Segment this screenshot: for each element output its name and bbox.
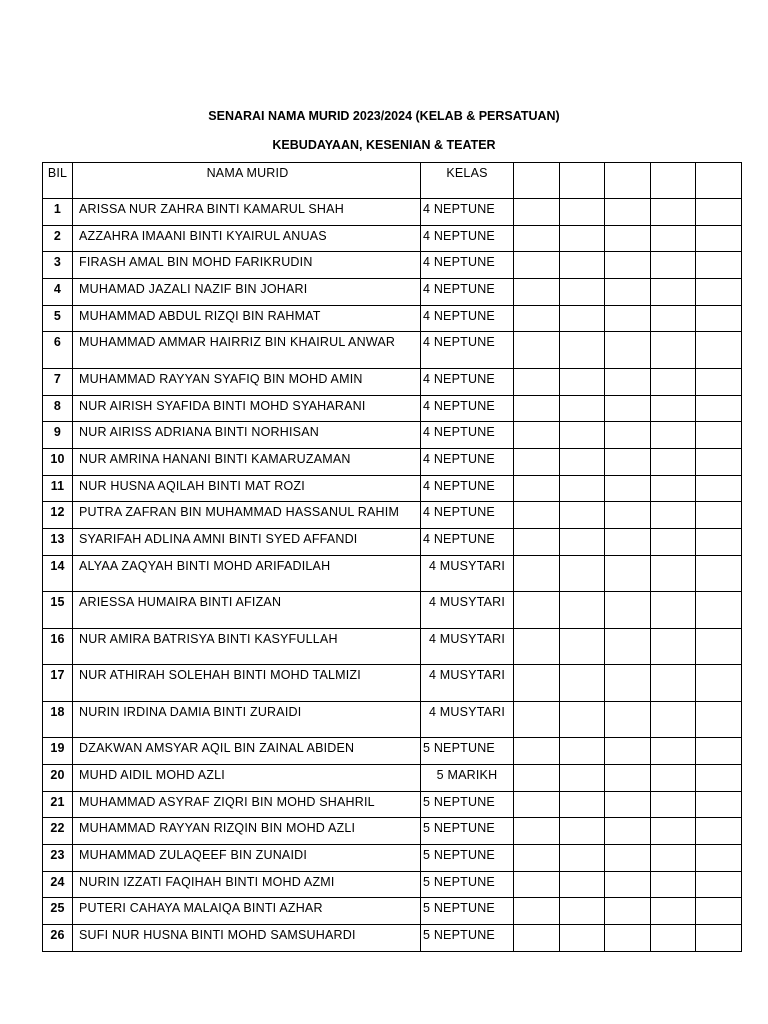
empty-cell (605, 701, 651, 738)
student-class: 5 NEPTUNE (421, 818, 514, 845)
empty-cell (514, 305, 560, 332)
empty-cell (514, 475, 560, 502)
empty-cell (605, 395, 651, 422)
empty-cell (696, 555, 742, 592)
empty-cell (696, 701, 742, 738)
student-name: NUR HUSNA AQILAH BINTI MAT ROZI (73, 475, 421, 502)
student-name: MUHAMMAD ZULAQEEF BIN ZUNAIDI (73, 845, 421, 872)
student-class: 4 MUSYTARI (421, 592, 514, 629)
empty-cell (696, 925, 742, 952)
empty-cell (605, 199, 651, 226)
empty-cell (650, 871, 696, 898)
empty-cell (514, 701, 560, 738)
student-class: 5 MARIKH (421, 764, 514, 791)
empty-cell (514, 898, 560, 925)
empty-cell (650, 225, 696, 252)
empty-cell (650, 279, 696, 306)
empty-cell (514, 502, 560, 529)
student-name: NUR AIRISH SYAFIDA BINTI MOHD SYAHARANI (73, 395, 421, 422)
student-list-table (42, 162, 742, 952)
empty-cell (514, 332, 560, 369)
empty-cell (650, 475, 696, 502)
table-row (43, 555, 742, 592)
row-number: 20 (43, 764, 73, 791)
empty-cell (696, 395, 742, 422)
header-empty-cell (514, 163, 560, 199)
empty-cell (605, 871, 651, 898)
empty-cell (696, 368, 742, 395)
row-number: 26 (43, 925, 73, 952)
empty-cell (605, 502, 651, 529)
row-number: 19 (43, 738, 73, 765)
row-number: 14 (43, 555, 73, 592)
table-row (43, 818, 742, 845)
empty-cell (650, 502, 696, 529)
table-row (43, 199, 742, 226)
empty-cell (650, 665, 696, 702)
table-row (43, 422, 742, 449)
empty-cell (605, 368, 651, 395)
empty-cell (696, 628, 742, 665)
row-number: 17 (43, 665, 73, 702)
empty-cell (514, 818, 560, 845)
empty-cell (514, 395, 560, 422)
empty-cell (650, 628, 696, 665)
student-class: 4 NEPTUNE (421, 502, 514, 529)
empty-cell (514, 252, 560, 279)
table-row (43, 701, 742, 738)
empty-cell (605, 449, 651, 476)
empty-cell (559, 665, 605, 702)
empty-cell (514, 628, 560, 665)
document-subtitle: KEBUDAYAAN, KESENIAN & TEATER (272, 138, 496, 152)
empty-cell (559, 628, 605, 665)
empty-cell (559, 252, 605, 279)
empty-cell (514, 791, 560, 818)
student-name: PUTERI CAHAYA MALAIQA BINTI AZHAR (73, 898, 421, 925)
empty-cell (514, 925, 560, 952)
empty-cell (514, 845, 560, 872)
empty-cell (559, 279, 605, 306)
student-class: 5 NEPTUNE (421, 738, 514, 765)
empty-cell (559, 845, 605, 872)
student-class: 4 MUSYTARI (421, 555, 514, 592)
student-name: MUHAMMAD ASYRAF ZIQRI BIN MOHD SHAHRIL (73, 791, 421, 818)
empty-cell (559, 449, 605, 476)
row-number: 24 (43, 871, 73, 898)
empty-cell (559, 368, 605, 395)
empty-cell (696, 199, 742, 226)
empty-cell (514, 764, 560, 791)
table-header-row (43, 163, 742, 199)
empty-cell (650, 764, 696, 791)
empty-cell (559, 898, 605, 925)
empty-cell (650, 252, 696, 279)
empty-cell (605, 529, 651, 556)
empty-cell (696, 422, 742, 449)
row-number: 13 (43, 529, 73, 556)
header-empty-cell (650, 163, 696, 199)
empty-cell (605, 592, 651, 629)
empty-cell (605, 818, 651, 845)
table-row (43, 898, 742, 925)
empty-cell (514, 279, 560, 306)
empty-cell (605, 422, 651, 449)
table-row (43, 925, 742, 952)
empty-cell (559, 764, 605, 791)
student-class: 4 NEPTUNE (421, 252, 514, 279)
header-bil: BIL (43, 163, 73, 199)
table-row (43, 592, 742, 629)
table-row (43, 252, 742, 279)
table-row (43, 225, 742, 252)
empty-cell (514, 555, 560, 592)
empty-cell (605, 791, 651, 818)
empty-cell (650, 738, 696, 765)
empty-cell (605, 764, 651, 791)
empty-cell (559, 925, 605, 952)
empty-cell (514, 738, 560, 765)
row-number: 5 (43, 305, 73, 332)
table-row (43, 279, 742, 306)
empty-cell (696, 791, 742, 818)
empty-cell (650, 701, 696, 738)
empty-cell (514, 225, 560, 252)
student-class: 4 NEPTUNE (421, 529, 514, 556)
empty-cell (696, 845, 742, 872)
empty-cell (559, 475, 605, 502)
empty-cell (696, 871, 742, 898)
student-class: 4 NEPTUNE (421, 225, 514, 252)
empty-cell (514, 422, 560, 449)
empty-cell (605, 925, 651, 952)
row-number: 16 (43, 628, 73, 665)
row-number: 11 (43, 475, 73, 502)
empty-cell (559, 502, 605, 529)
empty-cell (696, 529, 742, 556)
empty-cell (696, 502, 742, 529)
row-number: 3 (43, 252, 73, 279)
empty-cell (605, 555, 651, 592)
empty-cell (559, 555, 605, 592)
empty-cell (605, 332, 651, 369)
empty-cell (559, 225, 605, 252)
empty-cell (696, 279, 742, 306)
student-name: NUR AMRINA HANANI BINTI KAMARUZAMAN (73, 449, 421, 476)
student-class: 5 NEPTUNE (421, 845, 514, 872)
empty-cell (605, 845, 651, 872)
student-name: AZZAHRA IMAANI BINTI KYAIRUL ANUAS (73, 225, 421, 252)
empty-cell (650, 395, 696, 422)
empty-cell (605, 738, 651, 765)
student-name: DZAKWAN AMSYAR AQIL BIN ZAINAL ABIDEN (73, 738, 421, 765)
student-class: 4 NEPTUNE (421, 332, 514, 369)
empty-cell (514, 529, 560, 556)
empty-cell (559, 738, 605, 765)
document-title: SENARAI NAMA MURID 2023/2024 (KELAB & PERSATUAN) (208, 109, 560, 123)
row-number: 25 (43, 898, 73, 925)
student-class: 4 MUSYTARI (421, 701, 514, 738)
empty-cell (605, 252, 651, 279)
student-class: 4 MUSYTARI (421, 665, 514, 702)
empty-cell (605, 898, 651, 925)
empty-cell (559, 422, 605, 449)
empty-cell (559, 332, 605, 369)
empty-cell (514, 871, 560, 898)
student-name: ALYAA ZAQYAH BINTI MOHD ARIFADILAH (73, 555, 421, 592)
row-number: 8 (43, 395, 73, 422)
empty-cell (650, 898, 696, 925)
student-name: ARISSA NUR ZAHRA BINTI KAMARUL SHAH (73, 199, 421, 226)
empty-cell (514, 199, 560, 226)
empty-cell (696, 898, 742, 925)
student-class: 4 NEPTUNE (421, 475, 514, 502)
row-number: 21 (43, 791, 73, 818)
student-name: SUFI NUR HUSNA BINTI MOHD SAMSUHARDI (73, 925, 421, 952)
student-name: MUHAMMAD AMMAR HAIRRIZ BIN KHAIRUL ANWAR (73, 332, 421, 369)
student-class: 5 NEPTUNE (421, 898, 514, 925)
empty-cell (650, 199, 696, 226)
empty-cell (650, 529, 696, 556)
student-class: 4 NEPTUNE (421, 305, 514, 332)
empty-cell (650, 449, 696, 476)
empty-cell (605, 665, 651, 702)
empty-cell (559, 529, 605, 556)
empty-cell (650, 592, 696, 629)
student-class: 4 NEPTUNE (421, 368, 514, 395)
empty-cell (696, 225, 742, 252)
empty-cell (514, 592, 560, 629)
row-number: 7 (43, 368, 73, 395)
row-number: 22 (43, 818, 73, 845)
row-number: 1 (43, 199, 73, 226)
empty-cell (650, 845, 696, 872)
empty-cell (559, 592, 605, 629)
student-class: 4 NEPTUNE (421, 279, 514, 306)
header-empty-cell (696, 163, 742, 199)
header-nama-murid: NAMA MURID (73, 163, 421, 199)
student-name: PUTRA ZAFRAN BIN MUHAMMAD HASSANUL RAHIM (73, 502, 421, 529)
student-name: MUHAMMAD ABDUL RIZQI BIN RAHMAT (73, 305, 421, 332)
table-row (43, 449, 742, 476)
student-class: 5 NEPTUNE (421, 791, 514, 818)
empty-cell (605, 279, 651, 306)
row-number: 10 (43, 449, 73, 476)
empty-cell (696, 592, 742, 629)
empty-cell (650, 305, 696, 332)
student-name: MUHAMAD JAZALI NAZIF BIN JOHARI (73, 279, 421, 306)
empty-cell (559, 818, 605, 845)
student-class: 4 MUSYTARI (421, 628, 514, 665)
table-row (43, 305, 742, 332)
empty-cell (559, 305, 605, 332)
student-class: 4 NEPTUNE (421, 395, 514, 422)
empty-cell (696, 252, 742, 279)
table-row (43, 871, 742, 898)
header-kelas: KELAS (421, 163, 514, 199)
student-name: SYARIFAH ADLINA AMNI BINTI SYED AFFANDI (73, 529, 421, 556)
empty-cell (696, 738, 742, 765)
row-number: 12 (43, 502, 73, 529)
empty-cell (696, 449, 742, 476)
empty-cell (559, 199, 605, 226)
student-class: 5 NEPTUNE (421, 925, 514, 952)
empty-cell (650, 555, 696, 592)
student-name: NUR ATHIRAH SOLEHAH BINTI MOHD TALMIZI (73, 665, 421, 702)
row-number: 4 (43, 279, 73, 306)
student-name: NUR AMIRA BATRISYA BINTI KASYFULLAH (73, 628, 421, 665)
row-number: 23 (43, 845, 73, 872)
header-empty-cell (605, 163, 651, 199)
table-row (43, 845, 742, 872)
student-name: MUHAMMAD RAYYAN RIZQIN BIN MOHD AZLI (73, 818, 421, 845)
student-class: 4 NEPTUNE (421, 449, 514, 476)
student-name: ARIESSA HUMAIRA BINTI AFIZAN (73, 592, 421, 629)
table-row (43, 332, 742, 369)
row-number: 2 (43, 225, 73, 252)
table-row (43, 738, 742, 765)
empty-cell (696, 764, 742, 791)
empty-cell (696, 665, 742, 702)
empty-cell (559, 701, 605, 738)
table-row (43, 502, 742, 529)
row-number: 15 (43, 592, 73, 629)
empty-cell (605, 475, 651, 502)
student-class: 4 NEPTUNE (421, 199, 514, 226)
student-name: NUR AIRISS ADRIANA BINTI NORHISAN (73, 422, 421, 449)
student-name: MUHD AIDIL MOHD AZLI (73, 764, 421, 791)
student-name: FIRASH AMAL BIN MOHD FARIKRUDIN (73, 252, 421, 279)
empty-cell (559, 871, 605, 898)
empty-cell (650, 332, 696, 369)
student-list-body (43, 163, 742, 952)
empty-cell (650, 422, 696, 449)
table-row (43, 529, 742, 556)
empty-cell (696, 818, 742, 845)
empty-cell (650, 818, 696, 845)
student-name: NURIN IRDINA DAMIA BINTI ZURAIDI (73, 701, 421, 738)
empty-cell (514, 665, 560, 702)
table-row (43, 395, 742, 422)
student-class: 4 NEPTUNE (421, 422, 514, 449)
empty-cell (650, 368, 696, 395)
empty-cell (696, 475, 742, 502)
empty-cell (559, 395, 605, 422)
student-class: 5 NEPTUNE (421, 871, 514, 898)
table-row (43, 475, 742, 502)
empty-cell (696, 305, 742, 332)
row-number: 18 (43, 701, 73, 738)
row-number: 6 (43, 332, 73, 369)
empty-cell (605, 305, 651, 332)
empty-cell (605, 628, 651, 665)
header-empty-cell (559, 163, 605, 199)
table-row (43, 628, 742, 665)
student-name: NURIN IZZATI FAQIHAH BINTI MOHD AZMI (73, 871, 421, 898)
empty-cell (559, 791, 605, 818)
empty-cell (514, 449, 560, 476)
row-number: 9 (43, 422, 73, 449)
table-row (43, 791, 742, 818)
empty-cell (605, 225, 651, 252)
empty-cell (696, 332, 742, 369)
table-row (43, 368, 742, 395)
table-row (43, 665, 742, 702)
empty-cell (514, 368, 560, 395)
empty-cell (650, 791, 696, 818)
empty-cell (650, 925, 696, 952)
student-name: MUHAMMAD RAYYAN SYAFIQ BIN MOHD AMIN (73, 368, 421, 395)
table-row (43, 764, 742, 791)
